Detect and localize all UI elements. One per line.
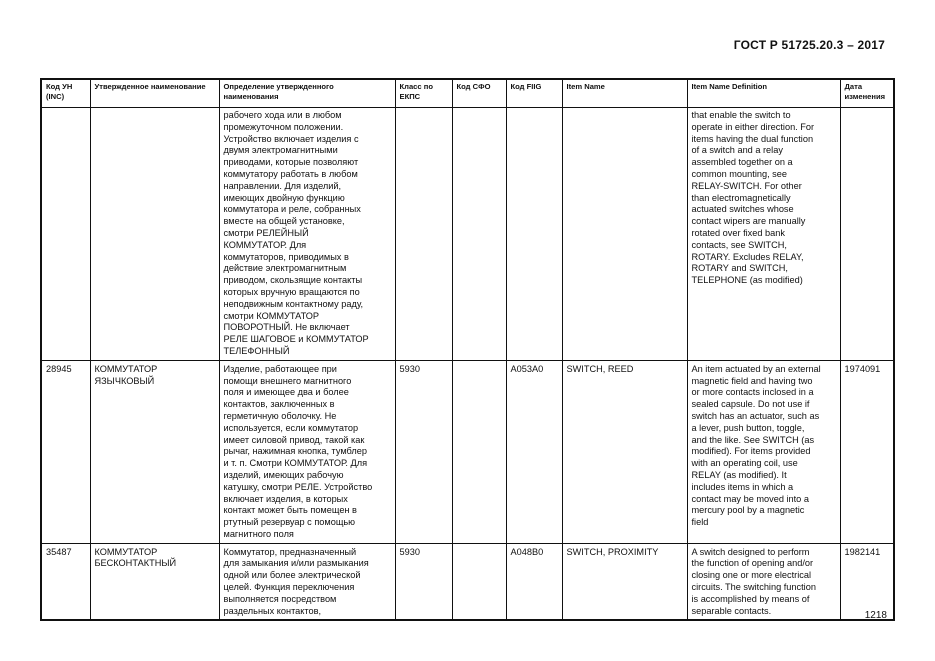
cell-definition-ru: Изделие, работающее при помощи внешнего магнитного поля и имеющее два и более контактов, заключенных в герметичную оболочку. Не используется, если коммутатор имеет силовой привод, такой как рычаг, нажимная кнопка, тумблер и т. п. Смотри КОММУТАТОР. Для изделий, имеющих рабочую катушку, смотри РЕЛЕ. Устройство включает изделия, в которых контакт может быть помещен в ртутный резервуар с помощью магнитного поля — [219, 360, 395, 543]
cell-fiig-code: A048B0 — [506, 543, 562, 620]
cell-fiig-code — [506, 108, 562, 361]
col-header-item-name: Item Name — [562, 79, 687, 108]
col-header-approved-name: Утвержденное наименование — [90, 79, 219, 108]
cell-sfo-code — [452, 543, 506, 620]
table-row — [41, 360, 894, 543]
cell-definition-ru: Коммутатор, предназначенный для замыкания и/или размыкания одной или более электрической целей. Функция переключения выполняется посредством раздельных контактов, — [219, 543, 395, 620]
col-header-date: Дата изменения — [840, 79, 894, 108]
cell-inc: 35487 — [41, 543, 90, 620]
cell-ekps-class: 5930 — [395, 360, 452, 543]
col-header-fiig-code: Код FIIG — [506, 79, 562, 108]
cell-definition-en: that enable the switch to operate in either direction. For items having the dual function of a switch and a relay assembled together on a common mounting, see RELAY-SWITCH. For other than electromagnetically actuated switches whose contact wipers are manually rotated over fixed bank contacts, see SWITCH, ROTARY. Excludes RELAY, ROTARY and SWITCH, TELEPHONE (as modified) — [687, 108, 840, 361]
cell-item-name: SWITCH, REED — [562, 360, 687, 543]
cell-inc — [41, 108, 90, 361]
cell-definition-ru: рабочего хода или в любом промежуточном положении. Устройство включает изделия с двумя электромагнитными приводами, которые позволяют коммутатору работать в любом направлении. Для изделий, имеющих двойную функцию коммутатора и реле, собранных вместе на общей установке, смотри РЕЛЕЙНЫЙ КОММУТАТОР. Для коммутаторов, приводимых в действие электромагнитным приводом, скользящие контакты которых вручную вращаются по неподвижным контактному раду, смотри КОММУТАТОР ПОВОРОТНЫЙ. Не включает РЕЛЕ ШАГОВОЕ и КОММУТАТОР ТЕЛЕФОННЫЙ — [219, 108, 395, 361]
cell-item-name — [562, 108, 687, 361]
cell-ekps-class: 5930 — [395, 543, 452, 620]
col-header-ekps-class: Класс по ЕКПС — [395, 79, 452, 108]
cell-approved-name: КОММУТАТОР ЯЗЫЧКОВЫЙ — [90, 360, 219, 543]
cell-approved-name: КОММУТАТОР БЕСКОНТАКТНЫЙ — [90, 543, 219, 620]
col-header-definition-ru: Определение утвержденного наименования — [219, 79, 395, 108]
col-header-item-name-definition: Item Name Definition — [687, 79, 840, 108]
cell-date: 1974091 — [840, 360, 894, 543]
document-header: ГОСТ Р 51725.20.3 – 2017 — [733, 38, 885, 52]
cell-fiig-code: A053A0 — [506, 360, 562, 543]
table-row — [41, 543, 894, 620]
cell-date — [840, 108, 894, 361]
nomenclature-table — [40, 78, 895, 621]
cell-ekps-class — [395, 108, 452, 361]
table-header-row — [41, 79, 894, 108]
cell-definition-en: A switch designed to perform the function of opening and/or closing one or more electrical circuits. The switching function is accomplished by means of separable contacts. — [687, 543, 840, 620]
cell-sfo-code — [452, 108, 506, 361]
cell-inc: 28945 — [41, 360, 90, 543]
cell-sfo-code — [452, 360, 506, 543]
col-header-inc: Код УН (INC) — [41, 79, 90, 108]
page-number: 1218 — [864, 610, 887, 621]
cell-approved-name — [90, 108, 219, 361]
cell-item-name: SWITCH, PROXIMITY — [562, 543, 687, 620]
cell-definition-en: An item actuated by an external magnetic field and having two or more contacts inclosed in a sealed capsule. Do not use if switch has an actuator, such as a lever, push button, toggle, and the like. See SWITCH (as modified). For items provided with an operating coil, use RELAY (as modified). It includes items in which a contact may be moved into a mercury pool by a magnetic field — [687, 360, 840, 543]
table-row — [41, 108, 894, 361]
col-header-sfo-code: Код СФО — [452, 79, 506, 108]
cell-date: 1982141 — [840, 543, 894, 620]
